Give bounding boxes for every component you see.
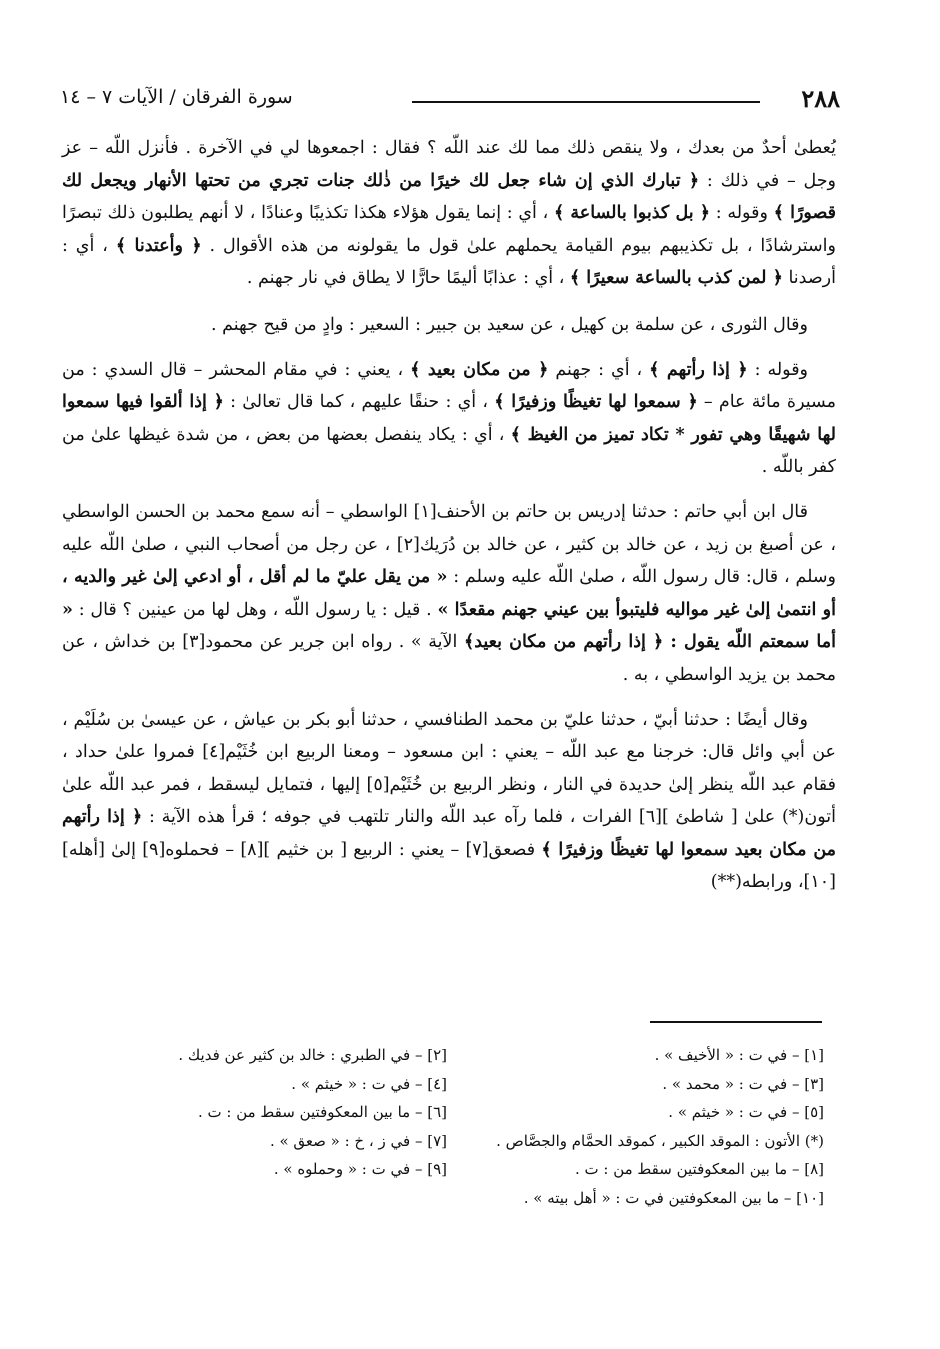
text-segment: قال ابن أبي حاتم : حدثنا إدريس بن حاتم بن الأحنف[١] الواسطي – أنه سمع محمد بن الحسن الواسطي ، عن أصبغ بن زيد ، عن خالد بن كثير ، عن خالد بن دُرَيك[٢] ، عن رجل من أصحاب النبي ، صلىٰ اللّه عليه وسلم ، قال: قال رسول اللّه ، صلىٰ اللّه عليه وسلم : [62,501,837,588]
text-segment: ، يعني : في مقام المحشر – قال السدي : من مسيرة مائة عام – [62,359,836,413]
text-segment: ، أي : عذابًا أليمًا حارًّا لا يطاق في نار جهنم . [246,268,570,289]
footnote: [٧] – في ز ، خ : « صعق » . [269,1131,447,1150]
footnote-row [70,1155,824,1184]
quran-quote: ﴿ لمن كذب بالساعة سعيرًا ﴾ [569,268,783,289]
quran-quote: ﴿ تبارك الذي إن شاء جعل لك خيرًا من ذٰلك جنات تجري من تحتها الأنهار ويجعل لك قصورًا ﴾ [62,170,836,224]
text-segment: وقوله : [710,203,774,224]
footnote: [١] – في ت : « الأخيف » . [654,1046,824,1064]
footnote: [٣] – في ت : « محمد » . [662,1074,824,1093]
body-paragraph [62,354,836,484]
footnote-row [70,1127,824,1156]
text-segment: ، أي : حنقًا عليهم ، كما قال تعالىٰ : [223,392,495,413]
text-segment: ، أي : إنما يقول هؤلاء هكذا تكذيبًا وعنادًا ، لا أنهم يطلبون ذلك تبصرًا واسترشادًا ، بل تكذيبهم بيوم القيامة يحملهم علىٰ قول ما يقولونه من هذه الأقوال . [62,203,836,256]
footnote: [٩] – في ت : « وحملوه » . [273,1160,447,1178]
text-segment: ، أي : يكاد ينفصل بعضها من بعض ، من شدة غيظها علىٰ من كفر باللّه . [62,424,836,478]
text-segment: ، أي : جهنم [548,359,650,380]
quran-quote: ﴿ من مكان بعيد ﴾ [410,359,549,380]
footnote-rule [650,1021,822,1023]
surah-title: سورة الفرقان / الآيات ٧ – ١٤ [60,86,293,108]
footnotes [70,1041,824,1212]
text-segment: فصعق[٧] – يعني : الربيع [ بن خثيم ][٨] – فحملوه[٩] إلىٰ [أهله][١٠]، ورابطه(**) [62,839,836,893]
body-text [62,132,836,911]
text-segment: الآية » . رواه ابن جرير عن محمود[٣] بن خداش ، عن محمد بن يزيد الواسطي ، به . [62,632,836,685]
body-paragraph [62,704,836,900]
quran-quote: ﴿ سمعوا لها تغيظًا وزفيرًا ﴾ [494,392,698,413]
footnote: [٥] – في ت : « خيثم » . [668,1103,824,1121]
text-segment: ، أي : أرصدنا [62,235,836,289]
body-paragraph [62,132,836,295]
quran-quote: ﴿ بل كذبوا بالساعة ﴾ [553,203,711,224]
footnote-row [70,1184,824,1213]
footnote-row [70,1098,824,1127]
header-rule [412,101,760,103]
footnote: [٤] – في ت : « خيثم » . [291,1074,447,1093]
body-paragraph [62,309,836,342]
text-segment: وقوله : [747,359,809,380]
footnote: (*) الأتون : الموقد الكبير ، كموقد الحمَّام والجصَّاص . [496,1131,824,1150]
body-paragraph [62,496,836,692]
quran-quote: ﴿ إذا رأتهم من مكان بعيد سمعوا لها تغيظًا وزفيرًا ﴾ [62,807,837,860]
text-segment: . قيل : يا رسول اللّه ، وهل لها من عينين ؟ قال : [72,599,438,620]
text-segment: وقال أيضًا : حدثنا أبيّ ، حدثنا عليّ بن محمد الطنافسي ، حدثنا أبو بكر بن عياش ، عن عيسىٰ بن سُلَيْم ، عن أبي وائل قال: خرجنا مع عبد اللّه – يعني : ابن مسعود – ومعنا الربيع ابن خُثَيْم[٤] فمروا علىٰ حداد ، فقام عبد اللّه ينظر إلىٰ حديدة في النار ، ونظر الربيع بن خُثَيْم[٥] إليها ، فتمايل ليسقط ، فمر عبد اللّه علىٰ أتون(*) علىٰ [ شاطئ ][٦] الفرات ، فلما رآه عبد اللّه والنار تلتهب في جوفه ؛ قرأ هذه الآية : [62,709,837,828]
quran-quote: « أما سمعتم اللّه يقول : ﴿ إذا رأتهم من مكان بعيد﴾ [62,599,836,653]
footnote: [٨] – ما بين المعكوفتين سقط من : ت . [574,1160,824,1178]
text-segment: يُعطىٰ أحدٌ من بعدك ، ولا ينقص ذلك مما لك عند اللّه ؟ فقال : اجمعوها لي في الآخرة . فأنزل اللّه – عز وجل – في ذلك : [62,138,837,191]
footnote: [٦] – ما بين المعكوفتين سقط من : ت . [197,1103,447,1121]
footnote [70,1184,447,1213]
text-segment: وقال الثورى ، عن سلمة بن كهيل ، عن سعيد بن جبير : السعير : وادٍ من قيح جهنم . [210,314,808,335]
quran-quote: ﴿ وأعتدنا ﴾ [115,235,202,256]
quran-quote: « من يقل عليّ ما لم أقل ، أو ادعي إلىٰ غير والديه ، أو انتمىٰ إلىٰ غير مواليه فليتبوأ بين عيني جهنم مقعدًا » [62,567,836,620]
quran-quote: ﴿ إذا ألقوا فيها سمعوا لها شهيقًا وهي تفور * تكاد تميز من الغيظ ﴾ [62,392,837,445]
page-number: ٢٨٨ [801,84,840,113]
quran-quote: ﴿ إذا رأتهم ﴾ [649,359,748,380]
footnote: [١٠] – ما بين المعكوفتين في ت : « أهل بيته » . [523,1188,824,1207]
footnote-row [70,1070,824,1099]
page-header [60,84,840,120]
footnote: [٢] – في الطبري : خالد بن كثير عن فديك . [178,1046,447,1064]
footnote-row [70,1041,824,1070]
